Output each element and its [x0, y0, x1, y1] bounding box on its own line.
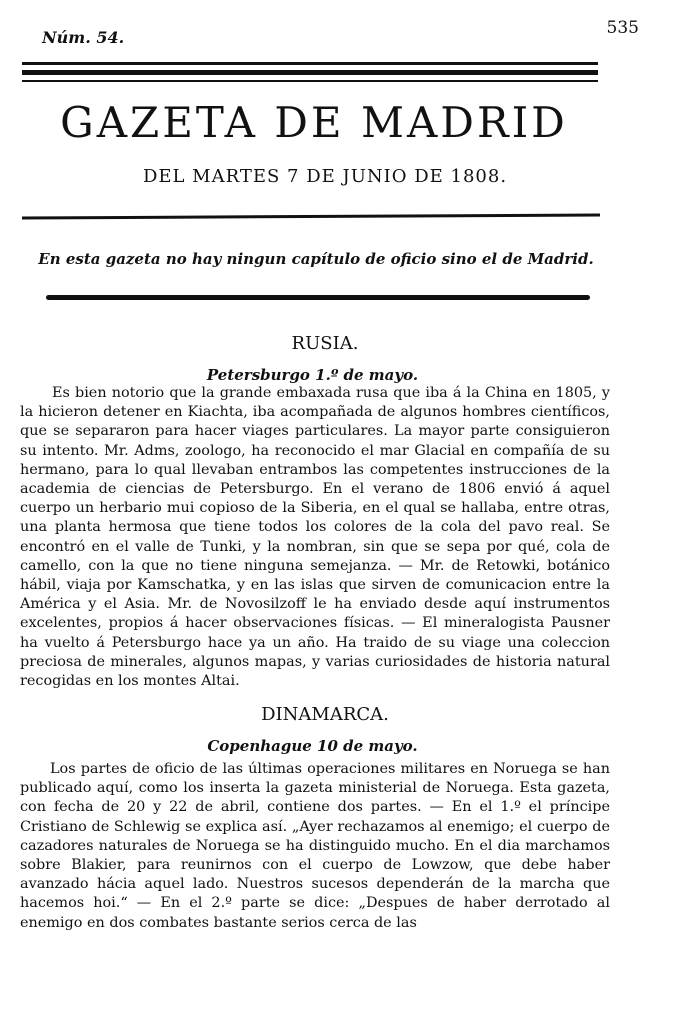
date-rule: [22, 213, 600, 219]
dateline-copenhague: Copenhague 10 de mayo.: [207, 737, 418, 755]
top-rule-1: [22, 62, 598, 65]
official-notice: En esta gazeta no hay ningun capítulo de oficio sino el de Madrid.: [38, 250, 594, 268]
top-rule-3: [22, 80, 598, 82]
notice-rule: [46, 295, 590, 300]
top-rule-2: [22, 70, 598, 75]
section-heading-rusia: RUSIA.: [291, 333, 359, 354]
issue-date: DEL MARTES 7 DE JUNIO DE 1808.: [142, 166, 508, 187]
issue-number: Núm. 54.: [42, 28, 125, 47]
page-number: 535: [606, 18, 639, 38]
section-heading-dinamarca: DINAMARCA.: [261, 704, 389, 725]
masthead-title: GAZETA DE MADRID: [60, 98, 568, 147]
dateline-petersburgo: Petersburgo 1.º de mayo.: [206, 366, 419, 384]
article-rusia: Es bien notorio que la grande embaxada rusa que iba á la China en 1805, y la hicieron detener en Kiachta, iba acompañada de algunos hombres científicos, que se separaron para hacer viages particulares. La mayor parte consiguieron su intento. Mr. Adms, zoologo, ha reconocido el mar Glacial en compañía de su hermano, para lo qual llevaban entrambos las competentes instrucciones de la academia de ciencias de Petersburgo. En el verano de 1806 envió á aquel cuerpo un herbario mui copioso de la Siberia, en el qual se hallaba, entre otras, una planta hermosa que tiene todos los colores de la cola del pavo real. Se encontró en el valle de Tunki, y la nombran, sin que se sepa por qué, cola de camello, con la que no tiene ninguna semejanza. — Mr. de Retowki, botánico hábil, viaja por Kamschatka, y en las islas que sirven de comunicacion entre la América y el Asia. Mr. de Novosilzoff le ha enviado desde aquí instrumentos excelentes, propios á hacer observaciones físicas. — El mineralogista Pausner ha vuelto á Petersburgo hace ya un año. Ha traido de su viage una coleccion preciosa de minerales, algunos mapas, y varias curiosidades de historia natural recogidas en los montes Altai.: [20, 385, 610, 690]
article-dinamarca: Los partes de oficio de las últimas operaciones militares en Noruega se han publicado aquí, como los inserta la gazeta ministerial de Noruega. Esta gazeta, con fecha de 20 y 22 de abril, contiene dos partes. — En el 1.º el príncipe Cristiano de Schlewig se explica así. „Ayer rechazamos al enemigo; el cuerpo de cazadores naturales de Noruega se ha distinguido mucho. En el dia marchamos sobre Blakier, para reunirnos con el cuerpo de Lowzow, que debe haber avanzado hácia aquel lado. Nuestros sucesos dependerán de la marcha que hacemos hoi.“ — En el 2.º parte se dice: „Despues de haber derrotado al enemigo en dos combates bastante serios cerca de las: [20, 761, 610, 931]
